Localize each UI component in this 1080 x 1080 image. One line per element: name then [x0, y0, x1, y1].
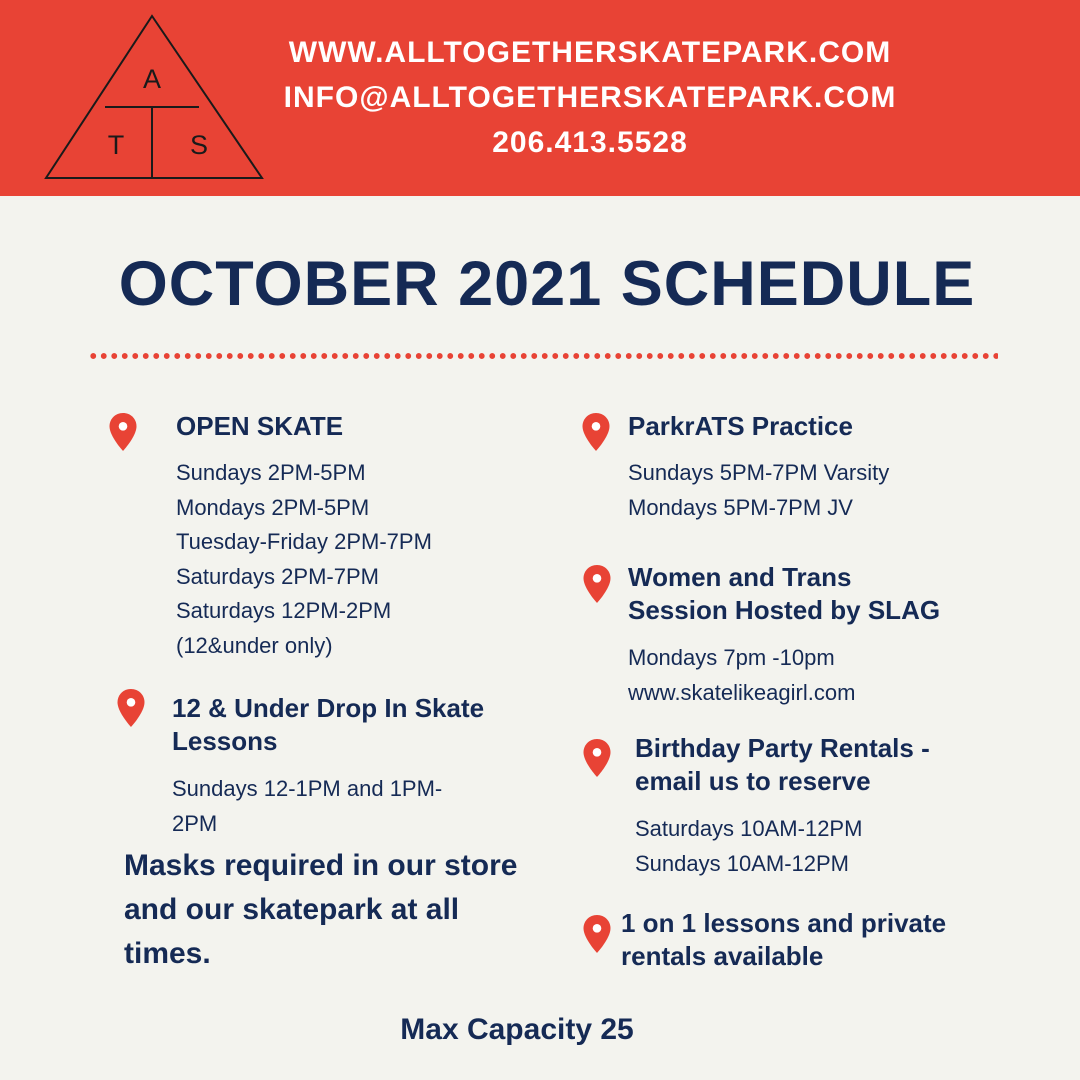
- dotted-divider: [88, 353, 998, 359]
- email-link[interactable]: INFO@ALLTOGETHERSKATEPARK.COM: [283, 81, 897, 114]
- map-pin-icon: [582, 914, 612, 954]
- heading-line: 1 on 1 lessons and private: [621, 908, 947, 938]
- open-skate-times: [176, 456, 432, 663]
- birthday-times: [635, 812, 862, 881]
- heading-line: Lessons: [172, 726, 278, 756]
- heading-line: Women and Trans: [628, 562, 852, 592]
- masks-notice: [124, 844, 584, 976]
- drop-in-heading: [172, 692, 484, 758]
- map-pin-icon: [108, 412, 138, 452]
- logo-letter-a: A: [142, 64, 162, 94]
- heading-line: 12 & Under Drop In Skate: [172, 693, 485, 723]
- notice-line: times.: [124, 937, 211, 970]
- logo-letter-s: S: [189, 130, 209, 160]
- schedule-line: Saturdays 2PM-7PM: [176, 563, 379, 589]
- contact-info: [250, 30, 930, 165]
- notice-line: Masks required in our store: [124, 849, 518, 882]
- schedule-line: (12&under only): [176, 632, 333, 658]
- schedule-line: Sundays 10AM-12PM: [635, 850, 849, 876]
- website-link[interactable]: WWW.ALLTOGETHERSKATEPARK.COM: [288, 36, 892, 69]
- header-banner: [0, 0, 1080, 196]
- heading-line: email us to reserve: [635, 766, 871, 796]
- map-pin-icon: [582, 564, 612, 604]
- parkrats-times: [628, 456, 889, 525]
- birthday-heading: [635, 732, 930, 798]
- heading-line: Birthday Party Rentals -: [635, 733, 930, 763]
- slag-website-link[interactable]: www.skatelikeagirl.com: [628, 679, 856, 705]
- schedule-line: Mondays 2PM-5PM: [176, 494, 370, 520]
- schedule-line: Sundays 2PM-5PM: [176, 460, 366, 485]
- schedule-line: Saturdays 12PM-2PM: [176, 598, 392, 623]
- schedule-line: Saturdays 10AM-12PM: [635, 816, 863, 841]
- women-trans-times: [628, 641, 855, 710]
- drop-in-times: [172, 772, 442, 841]
- schedule-line: Tuesday-Friday 2PM-7PM: [176, 529, 432, 554]
- schedule-line: Sundays 12-1PM and 1PM-: [172, 776, 443, 801]
- ats-logo: [40, 12, 266, 184]
- parkrats-heading: ParkrATS Practice: [628, 411, 853, 441]
- schedule-line: 2PM: [172, 810, 218, 836]
- logo-letter-t: T: [107, 130, 125, 160]
- heading-line: rentals available: [621, 941, 824, 971]
- map-pin-icon: [582, 738, 612, 778]
- women-trans-heading: [628, 561, 940, 627]
- schedule-line: Mondays 5PM-7PM JV: [628, 494, 853, 520]
- page-title: OCTOBER 2021 SCHEDULE: [118, 249, 976, 319]
- schedule-line: Mondays 7pm -10pm: [628, 645, 835, 670]
- private-lessons-heading: [621, 907, 946, 973]
- map-pin-icon: [581, 412, 611, 452]
- notice-line: and our skatepark at all: [124, 893, 460, 926]
- open-skate-heading: OPEN SKATE: [176, 411, 344, 441]
- schedule-line: Sundays 5PM-7PM Varsity: [628, 460, 890, 485]
- max-capacity: Max Capacity 25: [400, 1013, 634, 1046]
- map-pin-icon: [116, 688, 146, 728]
- phone-number[interactable]: 206.413.5528: [492, 126, 688, 159]
- heading-line: Session Hosted by SLAG: [628, 595, 941, 625]
